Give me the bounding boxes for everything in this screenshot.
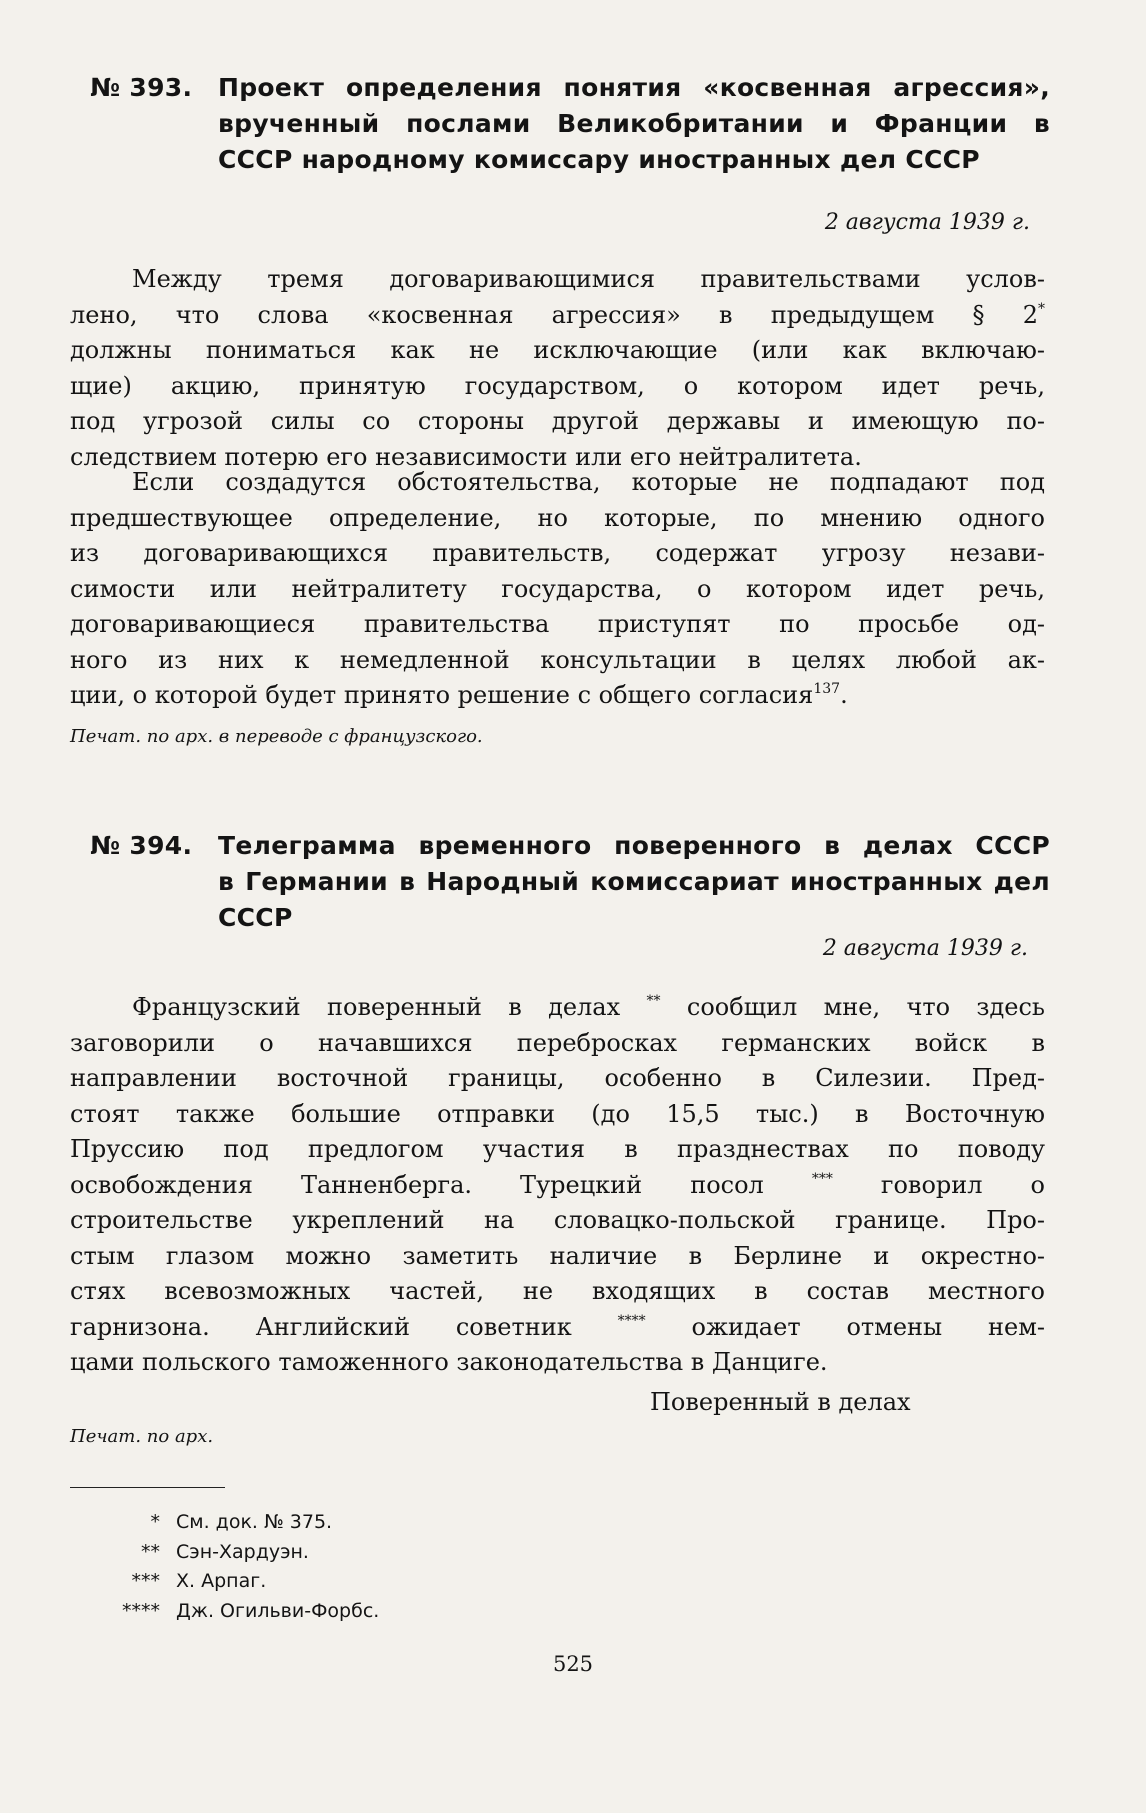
footnote-mark: **** bbox=[122, 1599, 160, 1622]
document-393-date: 2 августа 1939 г. bbox=[824, 210, 1030, 235]
page-number: 525 bbox=[552, 1652, 594, 1676]
text-line: симости или нейтралитету государства, о котором идет речь, bbox=[70, 574, 1045, 603]
signature: Поверенный в делах bbox=[650, 1388, 911, 1416]
document-394-source-note: Печат. по арх. bbox=[70, 1426, 214, 1447]
document-title-line: СССР bbox=[218, 903, 293, 932]
text-line: Между тремя договаривающимися правительствами услов- bbox=[132, 265, 1045, 293]
footnote-text: Сэн-Хардуэн. bbox=[176, 1540, 309, 1563]
text-line: следствием потерю его независимости или его нейтралитета. bbox=[70, 442, 862, 471]
footnote-divider bbox=[70, 1487, 225, 1488]
document-title-line: СССР народному комиссару иностранных дел СССР bbox=[218, 145, 980, 174]
text-line: направлении восточной границы, особенно в Силезии. Пред- bbox=[70, 1064, 1045, 1092]
text-line: под угрозой силы со стороны другой державы и имеющую по- bbox=[70, 407, 1045, 435]
text-line: должны пониматься как не исключающие (или как включаю- bbox=[70, 336, 1045, 364]
document-394-paragraph bbox=[70, 990, 1045, 1381]
document-number: № 394. bbox=[90, 831, 193, 860]
text-line: ного из них к немедленной консультации в целях любой ак- bbox=[70, 645, 1045, 674]
text-line: договаривающиеся правительства приступят по просьбе од- bbox=[70, 610, 1045, 638]
footnote-marker: ** bbox=[646, 993, 661, 1009]
document-394-header bbox=[90, 828, 1050, 936]
text-line: щие) акцию, принятую государством, о котором идет речь, bbox=[70, 371, 1045, 400]
document-394-date: 2 августа 1939 г. bbox=[822, 936, 1028, 961]
text-line: освобождения Танненберга. Турецкий посол *** говорил о bbox=[70, 1170, 1045, 1199]
footnote-text: Х. Арпаг. bbox=[176, 1570, 267, 1592]
text-line: ции, о которой будет принято решение с общего согласия$^{137}$. bbox=[70, 681, 848, 709]
text-line: Если создадутся обстоятельства, которые не подпадают под bbox=[132, 468, 1045, 496]
document-title-line: в Германии в Народный комиссариат иностранных дел bbox=[218, 867, 1050, 896]
footnote-text: Дж. Огильви-Форбс. bbox=[176, 1599, 380, 1622]
document-393-source-note: Печат. по арх. в переводе с французского. bbox=[70, 726, 483, 747]
text-line: цами польского таможенного законодательства в Данциге. bbox=[70, 1348, 828, 1376]
text-line: строительстве укреплений на словацко-польской границе. Про- bbox=[70, 1206, 1045, 1234]
text-line: Пруссию под предлогом участия в празднествах по поводу bbox=[70, 1135, 1045, 1163]
footnote-text: См. док. № 375. bbox=[176, 1511, 333, 1533]
document-393-paragraph-1 bbox=[70, 262, 1045, 475]
text-line: стым глазом можно заметить наличие в Берлине и окрестно- bbox=[70, 1241, 1045, 1270]
endnote-reference: 137 bbox=[813, 681, 841, 697]
document-title-line: Проект определения понятия «косвенная агрессия», bbox=[218, 73, 1050, 102]
text-line: заговорили о начавшихся перебросках германских войск в bbox=[70, 1028, 1045, 1057]
document-393-header bbox=[90, 70, 1050, 178]
text-line: из договаривающихся правительств, содержат угрозу незави- bbox=[70, 539, 1045, 567]
text-line: гарнизона. Английский советник **** ожидает отмены нем- bbox=[70, 1312, 1045, 1341]
footnote-mark: * bbox=[150, 1511, 160, 1533]
footnote-mark: ** bbox=[141, 1540, 160, 1563]
text-line: предшествующее определение, но которые, по мнению одного bbox=[70, 503, 1045, 532]
text-line: лено, что слова «косвенная агрессия» в предыдущем § 2* bbox=[70, 300, 1045, 329]
document-title-line: врученный послами Великобритании и Франции в bbox=[218, 109, 1050, 138]
document-393-paragraph-2 bbox=[70, 465, 1045, 714]
footnote-marker: * bbox=[1038, 300, 1045, 317]
document-number: № 393. bbox=[90, 73, 193, 102]
footnote-marker: *** bbox=[811, 1170, 833, 1187]
footnote-marker: **** bbox=[617, 1312, 646, 1329]
text-line: стях всевозможных частей, не входящих в состав местного bbox=[70, 1277, 1045, 1305]
text-line: стоят также большие отправки (до 15,5 тыс.) в Восточную bbox=[70, 1099, 1045, 1128]
document-title-line: Телеграмма временного поверенного в делах СССР bbox=[218, 831, 1050, 860]
text-line: Французский поверенный в делах ** сообщил мне, что здесь bbox=[132, 993, 1046, 1021]
footnote-mark: *** bbox=[131, 1570, 160, 1592]
